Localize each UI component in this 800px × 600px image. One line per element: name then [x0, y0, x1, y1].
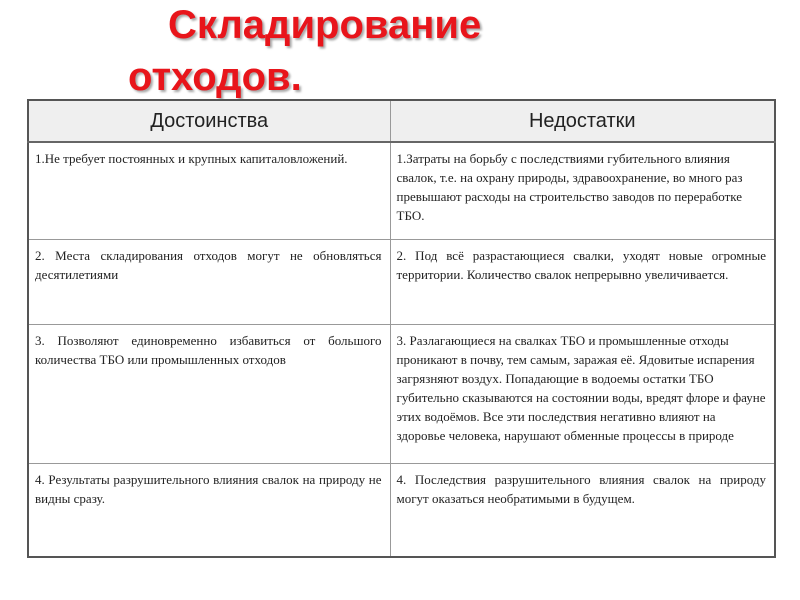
table-header-row [28, 100, 775, 142]
advantage-cell: 1.Не требует постоянных и крупных капиталовложений. [28, 142, 390, 240]
disadvantage-cell: 4. Последствия разрушительного влияния свалок на природу могут оказаться необратимыми в будущем. [390, 464, 775, 558]
table-row [28, 464, 775, 558]
header-disadvantages: Недостатки [390, 100, 775, 142]
table-row [28, 240, 775, 325]
table-row [28, 142, 775, 240]
header-advantages: Достоинства [28, 100, 390, 142]
advantage-cell: 4. Результаты разрушительного влияния свалок на природу не видны сразу. [28, 464, 390, 558]
comparison-table [27, 99, 776, 558]
slide-title [0, 0, 800, 100]
advantage-cell: 3. Позволяют единовременно избавиться от большого количества ТБО или промышленных отходов [28, 325, 390, 464]
table-row [28, 325, 775, 464]
disadvantage-cell: 2. Под всё разрастающиеся свалки, уходят новые огромные территории. Количество свалок непрерывно увеличивается. [390, 240, 775, 325]
disadvantage-cell: 1.Затраты на борьбу с последствиями губительного влияния свалок, т.е. на охрану природы, здравоохранение, во много раз превышают расходы на строительство заводов по переработке ТБО. [390, 142, 775, 240]
advantage-cell: 2. Места складирования отходов могут не обновляться десятилетиями [28, 240, 390, 325]
disadvantage-cell: 3. Разлагающиеся на свалках ТБО и промышленные отходы проникают в почву, тем самым, заражая её. Ядовитые испарения загрязняют воздух. Попадающие в водоемы остатки ТБО губительно сказываются на состоянии воды, вредят флоре и фауне этих водоёмов. Все эти последствия негативно влияют на здоровье человека, нарушают обменные процессы в природе [390, 325, 775, 464]
title-line-1: Складирование [168, 3, 482, 47]
title-line-2: отходов. [128, 55, 302, 99]
